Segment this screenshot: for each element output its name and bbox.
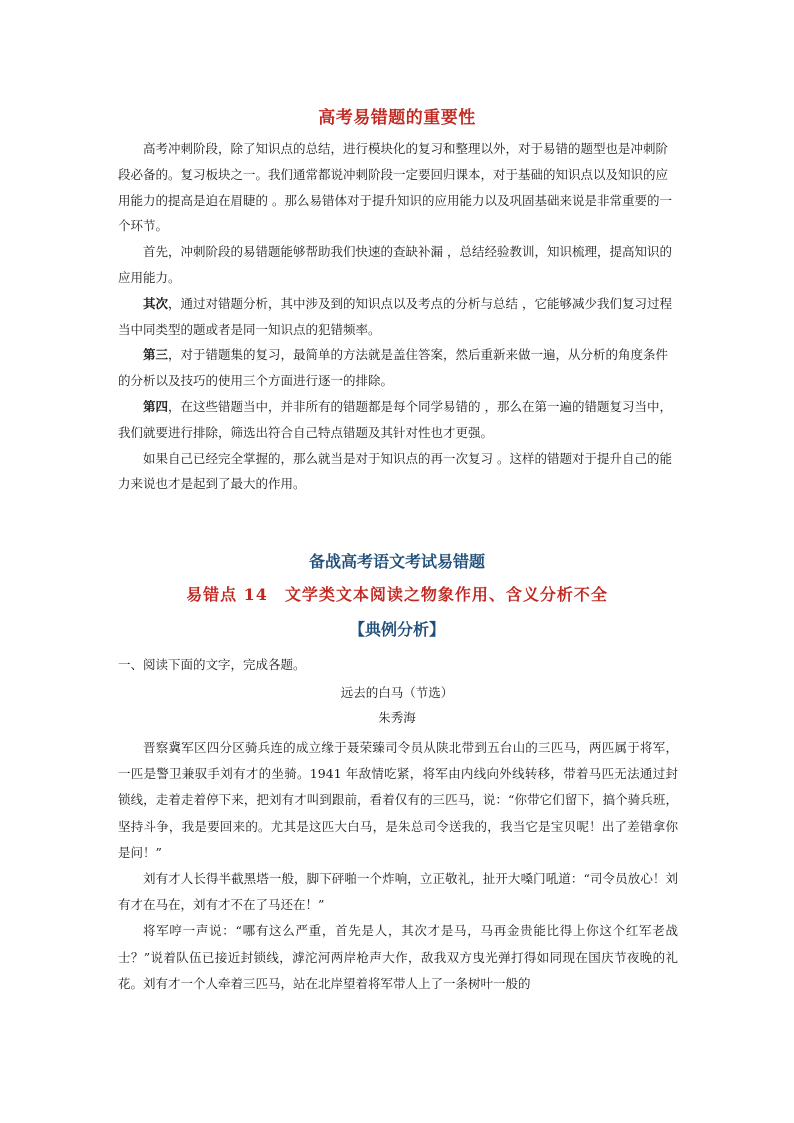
paragraph-lead: 其次: [143, 295, 169, 311]
intro-paragraph-2: [118, 239, 678, 291]
section-title: 高考易错题的重要性: [318, 108, 476, 128]
paragraph-text: ，对于错题集的复习，最简单的方法就是盖住答案，然后重新来做一遍，从分析的角度条件的分析以及技巧的使用三个方面进行逐一的排除。: [118, 347, 669, 389]
intro-paragraph-1: [118, 136, 678, 239]
example-analysis-heading: 【典例分析】: [348, 620, 445, 639]
subject-title: 备战高考语文考试易错题: [308, 552, 485, 571]
story-paragraph: 刘有才人长得半截黑塔一般，脚下砰啪一个炸响，立正敬礼，扯开大嗓门吼道：“司令员放心！刘有才在马在，刘有才不在了马还在！”: [118, 871, 678, 913]
paragraph-text: 首先，冲刺阶段的易错题能够帮助我们快速的查缺补漏 ，总结经验教训，知识梳理，提高知识的应用能力。: [118, 244, 672, 285]
paragraph-text: 高考冲刺阶段，除了知识点的总结，进行模块化的复习和整理以外，对于易错的题型也是冲刺阶段必备的。复习板块之一。我们通常都说冲刺阶段一定要回归课本，对于基础的知识点以及知识的应用能力的提高是迫在眉睫的 。那么易错体对于提升知识的应用能力以及巩固基础来说是非常重要的一个环节。: [118, 141, 672, 234]
question-instruction: 一、阅读下面的文字，完成各题。: [118, 657, 306, 672]
intro-paragraph-3: [118, 291, 678, 343]
intro-text: [118, 136, 678, 497]
story-author: 朱秀海: [378, 710, 416, 725]
intro-paragraph-6: [118, 446, 678, 498]
story-paragraph: 将军哼一声说：“哪有这么严重，首先是人，其次才是马，马再金贵能比得上你这个红军老战士？”说着队伍已接近封锁线，滹沱河两岸枪声大作，敌我双方曳光弹打得如同现在国庆节夜晚的礼花。刘有才一个人牵着三匹马，站在北岸望着将军带人上了一条树叶一般的: [118, 923, 678, 991]
paragraph-lead: 第四: [143, 398, 169, 414]
paragraph-text: ，在这些错题当中，并非所有的错题都是每个同学易错的 ，那么在第一遍的错题复习当中，我们就要进行排除，筛选出符合自己特点错题及其针对性也才更强。: [118, 398, 672, 440]
intro-paragraph-4: [118, 342, 678, 394]
story-text: [118, 735, 678, 997]
paragraph-text: ，通过对错题分析，其中涉及到的知识点以及考点的分析与总结 ，它能够减少我们复习过程当中同类型的题或者是同一知识点的犯错频率。: [118, 295, 672, 337]
error-point-title: 易错点 14 文学类文本阅读之物象作用、含义分析不全: [186, 585, 608, 604]
story-title: 远去的白马（节选）: [340, 685, 454, 700]
intro-paragraph-5: [118, 394, 678, 446]
paragraph-lead: 第三: [143, 347, 169, 363]
story-paragraph: 晋察冀军区四分区骑兵连的成立缘于聂荣臻司令员从陕北带到五台山的三匹马，两匹属于将军，一匹是警卫兼驭手刘有才的坐骑。1941 年敌情吃紧，将军由内线向外线转移，带着马匹无法通过封锁线，走着走着停下来，把刘有才叫到跟前，看着仅有的三匹马，说：“你带它们留下，搞个骑兵班，坚持斗争，我是要回来的。尤其是这匹大白马，是朱总司令送我的，我当它是宝贝呢！出了差错拿你是问！”: [118, 740, 678, 860]
paragraph-text: 如果自己已经完全掌握的，那么就当是对于知识点的再一次复习 。这样的错题对于提升自己的能力来说也才是起到了最大的作用。: [118, 450, 672, 492]
